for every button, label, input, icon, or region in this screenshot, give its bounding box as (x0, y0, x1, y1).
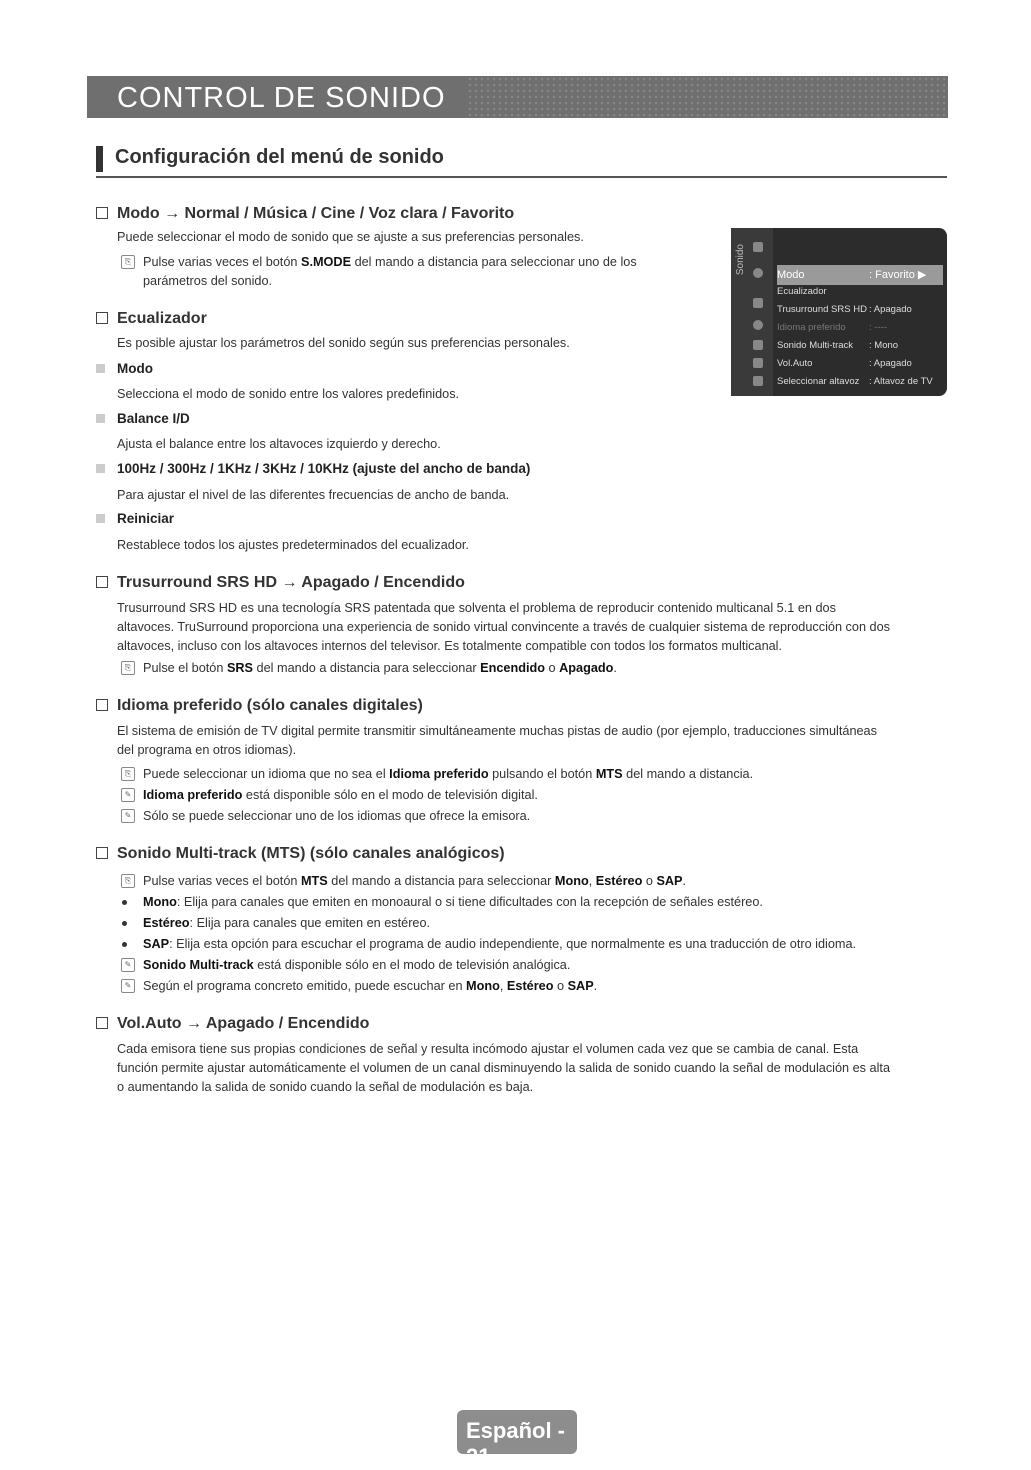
page-title-bar (87, 76, 948, 118)
section-title: Configuración del menú de sonido (115, 146, 444, 168)
volauto-heading: Vol.Auto → Apagado / Encendido (96, 1015, 369, 1033)
remote-note-icon: ⎘ (121, 661, 135, 675)
section-heading (96, 144, 947, 178)
trusurround-text: Trusurround SRS HD es una tecnología SRS patentada que solventa el problema de reproducir contenido multicanal 5.1 en dos altavoces. TruSurround proporciona una experiencia de sonido virtual convincente a través de cualquier sistema de reproducción con dos altavoces, incluso con los altavoces internos del televisor. Es totalmente compatible con todos los formatos multicanal. (117, 601, 890, 653)
remote-note-icon: ⎘ (121, 767, 135, 781)
application-icon (753, 358, 763, 368)
sub-balance-text: Ajusta el balance entre los altavoces izquierdo y derecho. (117, 437, 441, 451)
info-note-icon: ✎ (121, 958, 135, 972)
tv-row-trusurround[interactable]: Trusurround SRS HD : Apagado (777, 304, 912, 315)
checkbox-icon (96, 847, 108, 859)
bullet-mono: Mono: Elija para canales que emiten en monoaural o si tiene dificultades con la recepción de señales estéreo. (121, 893, 763, 912)
sound-icon (753, 268, 763, 278)
info-note-icon: ✎ (121, 788, 135, 802)
bullet-estereo: Estéreo: Elija para canales que emiten en estéreo. (121, 914, 430, 933)
volauto-text: Cada emisora tiene sus propias condiciones de señal y resulta incómodo ajustar el volumen cada vez que se cambia de canal. Esta función permite ajustar automáticamente el volumen de un canal disminuyendo la salida de sonido cuando la señal de modulación es alta o aumentando la salida de sonido cuando la señal de modulación es baja. (117, 1042, 891, 1094)
trusurround-heading: Trusurround SRS HD → Apagado / Encendido (96, 574, 465, 592)
idioma-text: El sistema de emisión de TV digital permite transmitir simultáneamente muchas pistas de audio (por ejemplo, traducciones simultáneas del programa en otros idiomas). (117, 724, 877, 757)
support-icon (753, 376, 763, 386)
modo-text: Puede seleccionar el modo de sonido que se ajuste a sus preferencias personales. (117, 230, 584, 244)
bullet-sap: SAP: Elija esta opción para escuchar el programa de audio independiente, que normalmente es una traducción de otro idioma. (121, 935, 856, 954)
multitrack-note-3: ✎ Según el programa concreto emitido, puede escuchar en Mono, Estéreo o SAP. (121, 977, 597, 996)
remote-note-icon: ⎘ (121, 255, 135, 269)
modo-note: ⎘ Pulse varias veces el botón S.MODE del mando a distancia para seleccionar uno de los parámetros del sonido. (121, 253, 637, 291)
tv-row-multitrack[interactable]: Sonido Multi-track : Mono (777, 340, 899, 351)
sub-frecuencias-heading: 100Hz / 300Hz / 1KHz / 3KHz / 10KHz (ajuste del ancho de banda) (96, 461, 530, 476)
checkbox-icon (96, 699, 108, 711)
ecualizador-heading: Ecualizador (96, 310, 207, 328)
checkbox-icon (96, 576, 108, 588)
setup-icon (753, 320, 763, 330)
sub-balance-heading: Balance I/D (96, 411, 190, 426)
tv-row-altavoz[interactable]: Seleccionar altavoz : Altavoz de TV (777, 376, 933, 387)
modo-heading: Modo → Normal / Música / Cine / Voz clara / Favorito (96, 205, 514, 223)
multitrack-note-2: ✎ Sonido Multi-track está disponible sólo en el modo de televisión analógica. (121, 956, 570, 975)
tv-menu-side-label: Sonido (735, 244, 746, 276)
channel-icon (753, 298, 763, 308)
tv-row-modo[interactable]: Modo : Favorito ▶ (777, 265, 943, 285)
checkbox-icon (96, 207, 108, 219)
input-icon (753, 340, 763, 350)
page-title: CONTROL DE SONIDO (117, 82, 446, 114)
tv-row-idioma: Idioma preferido : ---- (777, 322, 887, 333)
ecualizador-text: Es posible ajustar los parámetros del sonido según sus preferencias personales. (117, 336, 570, 350)
multitrack-heading: Sonido Multi-track (MTS) (sólo canales analógicos) (96, 845, 505, 863)
sub-reiniciar-text: Restablece todos los ajustes predeterminados del ecualizador. (117, 538, 469, 552)
sub-modo-heading: Modo (96, 361, 153, 376)
remote-note-icon: ⎘ (121, 874, 135, 888)
section-marker (96, 146, 103, 172)
idioma-note-2: ✎ Idioma preferido está disponible sólo en el modo de televisión digital. (121, 786, 538, 805)
idioma-heading: Idioma preferido (sólo canales digitales) (96, 697, 423, 715)
bullet-square-icon (96, 364, 105, 373)
tv-row-volauto[interactable]: Vol.Auto : Apagado (777, 358, 912, 369)
page-number: Español - 21 (466, 1418, 566, 1469)
sub-modo-text: Selecciona el modo de sonido entre los valores predefinidos. (117, 387, 460, 401)
trusurround-note: ⎘ Pulse el botón SRS del mando a distancia para seleccionar Encendido o Apagado. (121, 659, 617, 678)
info-note-icon: ✎ (121, 809, 135, 823)
checkbox-icon (96, 1017, 108, 1029)
page-number-badge (457, 1410, 577, 1469)
bullet-square-icon (96, 414, 105, 423)
bullet-square-icon (96, 464, 105, 473)
tv-row-ecualizador[interactable]: Ecualizador (777, 286, 827, 297)
sub-reiniciar-heading: Reiniciar (96, 511, 174, 526)
info-note-icon: ✎ (121, 979, 135, 993)
bullet-square-icon (96, 514, 105, 523)
sub-frecuencias-text: Para ajustar el nivel de las diferentes frecuencias de ancho de banda. (117, 488, 510, 502)
idioma-note-3: ✎ Sólo se puede seleccionar uno de los idiomas que ofrece la emisora. (121, 807, 530, 826)
picture-icon (753, 242, 763, 252)
multitrack-note-1: ⎘ Pulse varias veces el botón MTS del mando a distancia para seleccionar Mono, Estéreo o SAP. (121, 872, 686, 891)
idioma-note-1: ⎘ Puede seleccionar un idioma que no sea el Idioma preferido pulsando el botón MTS del mando a distancia. (121, 765, 753, 784)
tv-sound-menu (731, 228, 947, 396)
checkbox-icon (96, 312, 108, 324)
